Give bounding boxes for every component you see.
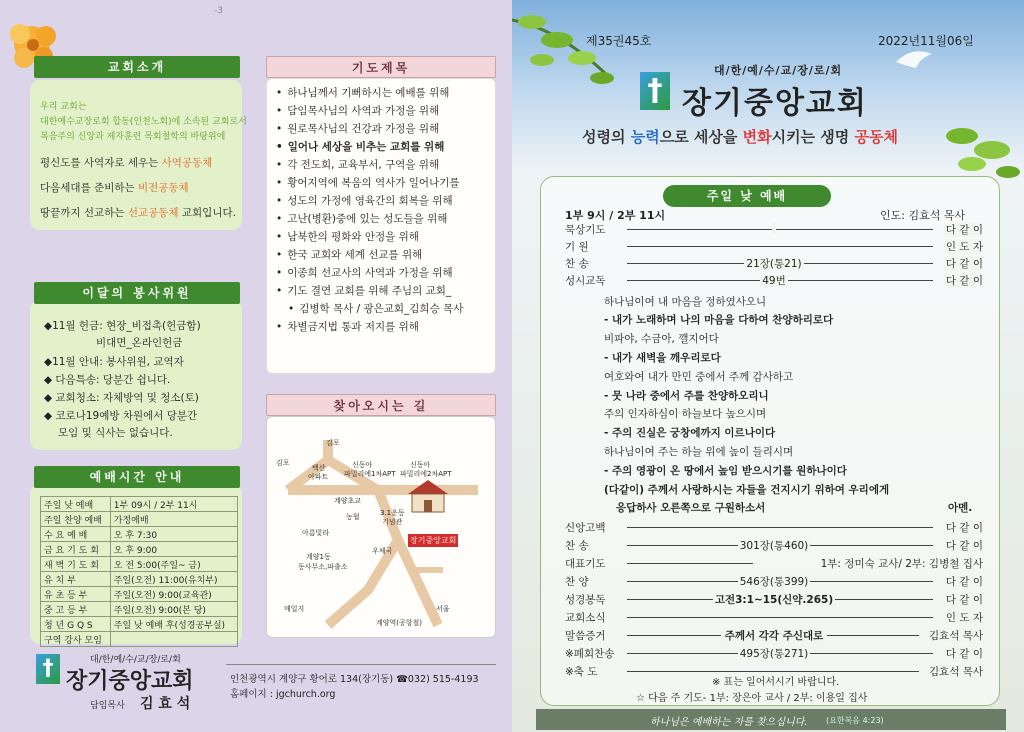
page-mark: -3 xyxy=(214,6,223,16)
issue-number: 제35권45호 xyxy=(586,34,652,48)
map-label: 계양초교 xyxy=(334,497,362,505)
servant-item: ◆ 교회청소: 자체방역 및 청소(토) xyxy=(44,392,199,404)
servants-header: 이달의 봉사위원 xyxy=(34,282,240,304)
map-label: 파밀리에1차APT xyxy=(344,470,396,478)
litany-line: - 내가 새벽을 깨우리로다 xyxy=(604,352,721,364)
map-label: 3.1운동 xyxy=(380,509,405,517)
servant-item: ◆11월 안내: 봉사위원, 교역자 xyxy=(44,356,184,368)
denomination: 대/한/예/수/교/장/로/회 xyxy=(714,64,843,77)
intro-line: 대한예수교장로회 합동(인천노회)에 소속된 교회로서 xyxy=(40,117,247,127)
servant-item: 비대면_온라인헌금 xyxy=(96,337,183,349)
list-item: • 담임목사님의 사역과 가정을 위해 xyxy=(276,102,463,120)
table-row: 구역 강사 모임 xyxy=(41,632,238,647)
list-item: • 한국 교회와 세계 선교를 위해 xyxy=(276,246,463,264)
map-church-label: 장기중앙교회 xyxy=(410,536,457,545)
servant-item: ◆11월 헌금: 현장_비접촉(헌금함) xyxy=(44,320,201,332)
schedule-table xyxy=(40,496,238,647)
map-label: 동사무소,파출소 xyxy=(298,563,348,571)
list-item: • 하나님께서 기뻐하시는 예배를 위해 xyxy=(276,84,463,102)
litany-line: 주의 인자하심이 하늘보다 높으시며 xyxy=(604,408,767,420)
map-label: 김포 xyxy=(326,439,340,447)
order-row: 찬 송 21장(통21) 다 같 이 xyxy=(565,258,983,270)
map-label: 계양역(공항철) xyxy=(376,619,423,627)
service-title: 주일 낮 예배 xyxy=(663,185,831,207)
table-row: 청 년 G Q S 주일 낮 예배 후(성경공부실) xyxy=(41,617,238,632)
list-item: • 황어지역에 복음의 역사가 일어나기를 xyxy=(276,174,463,192)
list-item: • 각 전도회, 교육부서, 구역을 위해 xyxy=(276,156,463,174)
order-row: 성경봉독 고전3:1~15(신약.265) 다 같 이 xyxy=(565,594,983,606)
order-row: 찬 양 546장(통399) 다 같 이 xyxy=(565,576,983,588)
order-row: ※폐회찬송 495장(통271) 다 같 이 xyxy=(565,648,983,660)
map-header: 찾아오시는 길 xyxy=(266,394,496,416)
table-row: 중 고 등 부 주일(오전) 9:00(본 당) xyxy=(41,602,238,617)
list-item: • 기도 결연 교회를 위해 주님의 교회_ xyxy=(276,282,463,300)
litany-line: - 내가 노래하며 나의 마음을 다하여 찬양하리로다 xyxy=(604,314,834,326)
list-item: • 남북한의 평화와 안정을 위해 xyxy=(276,228,463,246)
prayer-header: 기도제목 xyxy=(266,56,496,78)
order-row: 찬 송 301장(통460) 다 같 이 xyxy=(565,540,983,552)
service-time: 1부 9시 / 2부 11시 xyxy=(565,209,666,222)
servant-item: ◆ 코로나19예방 차원에서 당분간 xyxy=(44,410,198,422)
order-row: 기 원 인 도 자 xyxy=(565,241,983,253)
mission-line: 땅끝까지 선교하는 선교공동체 교회입니다. xyxy=(40,207,236,219)
cross-logo-icon: † xyxy=(36,654,60,684)
order-row: 말씀증거 주께서 각각 주신대로 김효석 목사 xyxy=(565,630,983,642)
map-label: 파밀리에2차APT xyxy=(400,470,452,478)
slogan: 성령의 능력으로 세상을 변화시키는 생명 공동체 xyxy=(582,128,898,146)
litany-line: 여호와여 내가 만민 중에서 주께 감사하고 xyxy=(604,371,794,383)
cross-logo-icon: † xyxy=(640,72,670,110)
list-item: • 차별금지법 통과 저지를 위해 xyxy=(276,318,463,336)
intro-line: 우리 교회는 xyxy=(40,102,87,112)
issue-date: 2022년11월06일 xyxy=(878,34,974,48)
pastor-label: 담임목사 xyxy=(90,701,125,711)
map-label: 아파트 xyxy=(308,473,329,481)
map-label: 신동아 xyxy=(352,461,373,469)
footer-ref: (요한복음 4:23) xyxy=(826,716,884,725)
table-row: 주일 낮 예배 1부 09시 / 2부 11시 xyxy=(41,497,238,512)
map-label: 매일지 xyxy=(284,605,305,613)
church-building-icon xyxy=(404,478,452,514)
intro-header: 교회소개 xyxy=(34,56,240,78)
table-row: 주일 찬양 예배 가정예배 xyxy=(41,512,238,527)
order-row: ※축 도 김효석 목사 xyxy=(565,666,983,678)
denomination: 대/한/예/수/교/장/로/회 xyxy=(90,655,181,665)
church-name: 장기중앙교회 xyxy=(682,86,868,121)
list-item: • 일어나 세상을 비추는 교회를 위해 xyxy=(276,138,463,156)
tree-branch-icon xyxy=(512,0,622,100)
next-week-prayer: ☆ 다음 주 기도- 1부: 장은아 교사 / 2부: 이용일 집사 xyxy=(636,693,868,704)
map-label: 우체국 xyxy=(372,547,393,555)
order-row: 묵상기도 다 같 이 xyxy=(565,224,983,236)
divider xyxy=(226,664,496,665)
schedule-header: 예배시간 안내 xyxy=(34,466,240,488)
address: 인천광역시 계양구 황어로 134(장기동) ☎032) 515-4193 xyxy=(230,674,479,685)
map-label: 백산 xyxy=(312,464,326,472)
order-row: 신앙고백 다 같 이 xyxy=(565,522,983,534)
map-label: 신동아 xyxy=(410,461,431,469)
litany-line: 하나님이여 주는 하늘 위에 높이 들리시며 xyxy=(604,446,794,458)
prayer-list xyxy=(276,84,463,336)
order-row: 대표기도 1부: 정미숙 교사/ 2부: 김병철 집사 xyxy=(565,558,983,570)
litany-line: - 뭇 나라 중에서 주를 찬양하오리니 xyxy=(604,390,769,402)
service-leader: 인도: 김효석 목사 xyxy=(880,209,966,222)
map-label: 아름빛라 xyxy=(302,529,330,537)
pastor-name: 김 효 석 xyxy=(140,696,191,712)
litany-line: 응답하사 오른쪽으로 구원하소서 xyxy=(616,502,766,514)
table-row: 금 요 기 도 회 오 후 9:00 xyxy=(41,542,238,557)
litany-line: 하나님이여 내 마음을 정하였사오니 xyxy=(604,296,767,308)
servant-item: 모임 및 식사는 없습니다. xyxy=(58,427,173,439)
table-row: 유 초 등 부 주일(오전) 9:00(교육관) xyxy=(41,587,238,602)
litany-line: 비파야, 수금아, 깰지어다 xyxy=(604,333,719,345)
servant-item: ◆ 다음특송: 당분간 쉽니다. xyxy=(44,374,171,386)
intro-line: 복음주의 신앙과 제자훈련 목회철학의 바탕위에 xyxy=(40,132,226,142)
map-label: 김포 xyxy=(276,459,290,467)
litany-line: - 주의 영광이 온 땅에서 높임 받으시기를 원하나이다 xyxy=(604,465,847,477)
table-row: 새 벽 기 도 회 오 전 5:00(주일~ 금) xyxy=(41,557,238,572)
map-label: 계양1동 xyxy=(306,553,331,561)
mission-line: 평신도를 사역자로 세우는 사역공동체 xyxy=(40,157,213,169)
homepage[interactable]: 홈페이지 : jgchurch.org xyxy=(230,689,336,700)
map-label: 농협 xyxy=(346,513,360,521)
table-row: 유 치 부 주일(오전) 11:00(유치부) xyxy=(41,572,238,587)
mission-line: 다음세대를 준비하는 비전공동체 xyxy=(40,182,189,194)
list-item: • 고난(병환)중에 있는 성도들을 위해 xyxy=(276,210,463,228)
footer-verse: 하나님은 예배하는 자를 찾으십니다. xyxy=(650,717,808,728)
map-label: 서울 xyxy=(436,605,450,613)
standing-note: ※ 표는 일어서시기 바랍니다. xyxy=(712,677,840,688)
table-row: 수 요 예 배 오 후 7:30 xyxy=(41,527,238,542)
litany-line: (다같이) 주께서 사랑하시는 자들을 건지시기 위하여 우리에게 xyxy=(604,484,890,496)
church-name: 장기중앙교회 xyxy=(66,669,194,694)
list-item: • 성도의 가정에 영육간의 회복을 위해 xyxy=(276,192,463,210)
map-label: 기념관 xyxy=(382,518,403,526)
map-roads xyxy=(268,420,494,634)
list-item: • 김병학 목사 / 광은교회_김희승 목사 xyxy=(276,300,463,318)
litany-line: - 주의 진실은 궁창에까지 이르나이다 xyxy=(604,427,776,439)
list-item: • 원로목사님의 건강과 가정을 위해 xyxy=(276,120,463,138)
amen: 아멘. xyxy=(948,502,973,514)
list-item: • 이종희 선교사의 사역과 가정을 위해 xyxy=(276,264,463,282)
order-row: 교회소식 인 도 자 xyxy=(565,612,983,624)
order-row: 성시교독 49번 다 같 이 xyxy=(565,275,983,287)
